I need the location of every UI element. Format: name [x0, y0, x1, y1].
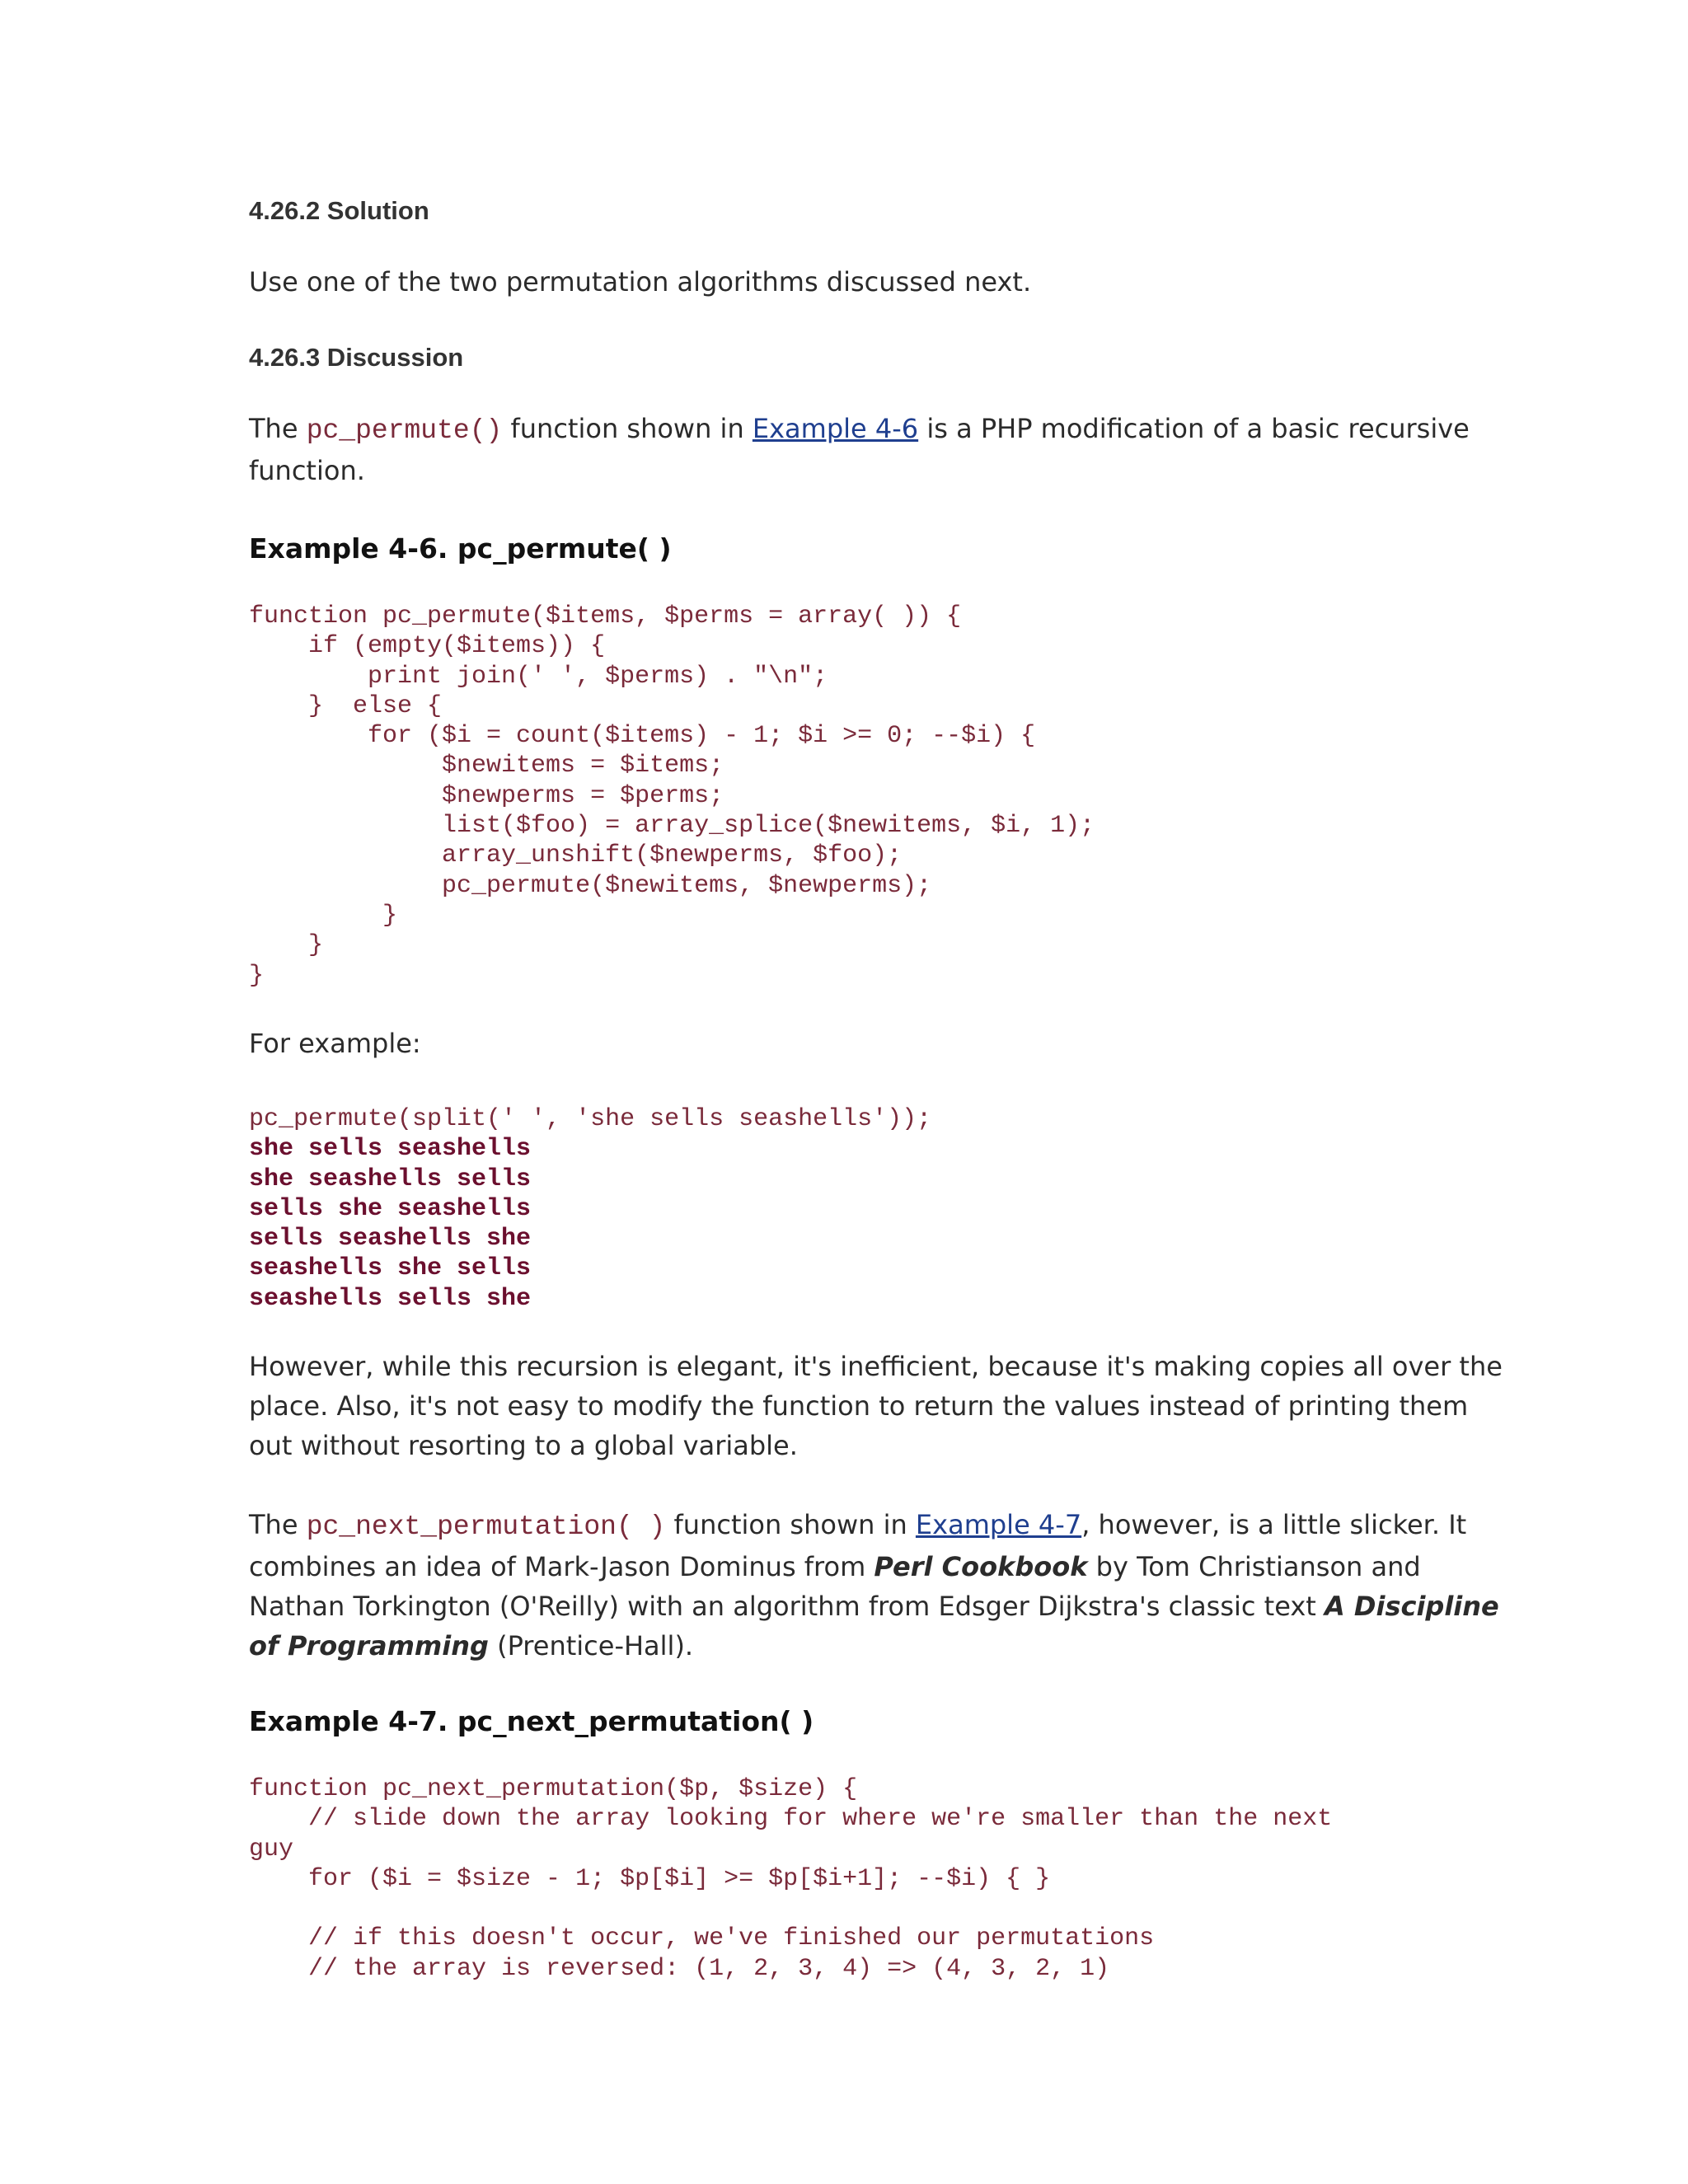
- text-fragment: combines an idea of Mark-Jason Dominus from: [249, 1551, 874, 1582]
- text-fragment: by Tom Christianson and: [1087, 1551, 1421, 1582]
- example-4-6-title: Example 4-6. pc_permute( ): [249, 532, 672, 565]
- text-fragment: function shown in: [665, 1509, 916, 1540]
- code-line: guy: [249, 1835, 294, 1863]
- output-line: seashells sells she: [249, 1284, 532, 1313]
- code-line: // the array is reversed: (1, 2, 3, 4) => (4, 3, 2, 1): [249, 1954, 1110, 1983]
- output-line: she sells seashells: [249, 1135, 532, 1164]
- code-line: function pc_next_permutation($p, $size) {: [249, 1775, 858, 1803]
- code-line: function pc_permute($items, $perms = array( )) {: [249, 602, 962, 630]
- example-4-7-code: [249, 1774, 1332, 1984]
- example-4-7-link[interactable]: Example 4-7: [915, 1509, 1082, 1540]
- output-line: she seashells sells: [249, 1165, 532, 1193]
- text-fragment: The: [249, 413, 307, 444]
- code-line: pc_permute($newitems, $newperms);: [249, 871, 932, 900]
- code-line: }: [249, 901, 398, 930]
- solution-text: [249, 262, 1452, 302]
- text-fragment: function shown in: [502, 413, 753, 444]
- code-line: }: [249, 931, 324, 960]
- however-paragraph: [249, 1347, 1503, 1465]
- code-line: list($foo) = array_splice($newitems, $i, 1);: [249, 812, 1095, 841]
- code-line: [249, 1894, 1332, 1924]
- code-line: $newperms = $perms;: [249, 781, 724, 810]
- code-line: }: [249, 961, 265, 990]
- code-line: $newitems = $items;: [249, 752, 724, 780]
- next-perm-line-2: [249, 1547, 1452, 1586]
- output-line: seashells she sells: [249, 1254, 532, 1283]
- code-line: for ($i = $size - 1; $p[$i] >= $p[$i+1]; --$i) { }: [249, 1864, 1051, 1893]
- text-fragment: is a PHP modification of a basic recursive: [918, 413, 1470, 444]
- for-example-text: [249, 1024, 1452, 1063]
- next-perm-line-3: [249, 1586, 1499, 1626]
- output-line: sells seashells she: [249, 1225, 532, 1254]
- text-fragment: Nathan Torkington (O'Reilly) with an algorithm from Edsger Dijkstra's classic text: [249, 1591, 1325, 1622]
- discussion-line-2: function.: [249, 455, 365, 486]
- code-line: // slide down the array looking for where we're smaller than the next: [249, 1805, 1333, 1834]
- discussion-paragraph: [249, 409, 1470, 490]
- code-line: // if this doesn't occur, we've finished our permutations: [249, 1924, 1155, 1953]
- code-line: } else {: [249, 691, 443, 720]
- discussion-line-1: [249, 409, 1470, 451]
- book-title: Perl Cookbook: [874, 1551, 1088, 1582]
- output-line: sells she seashells: [249, 1194, 532, 1223]
- next-perm-line-4: [249, 1626, 1452, 1666]
- next-permutation-paragraph: [249, 1505, 1499, 1666]
- example-4-6-link[interactable]: Example 4-6: [752, 413, 919, 444]
- code-line: array_unshift($newperms, $foo);: [249, 841, 903, 870]
- inline-code: pc_permute(): [306, 415, 503, 446]
- code-line: pc_permute(split(' ', 'she sells seashells'));: [249, 1105, 932, 1133]
- example-4-6-code: [249, 602, 1095, 991]
- code-line: if (empty($items)) {: [249, 632, 606, 661]
- however-line-3: out without resorting to a global variable.: [249, 1430, 798, 1461]
- book-title: A Discipline: [1325, 1591, 1499, 1622]
- example-usage-code: [249, 1104, 931, 1314]
- solution-text-line: Use one of the two permutation algorithms discussed next.: [249, 266, 1032, 298]
- text-fragment: The: [249, 1509, 307, 1540]
- book-title: of Programming: [249, 1630, 489, 1661]
- solution-heading: 4.26.2 Solution: [249, 196, 429, 225]
- however-line-1: However, while this recursion is elegant, it's inefficient, because it's making copies all over the: [249, 1351, 1503, 1382]
- discussion-heading: 4.26.3 Discussion: [249, 343, 464, 372]
- next-perm-line-1: [249, 1505, 1467, 1547]
- text-fragment: (Prentice-Hall).: [488, 1630, 694, 1661]
- however-line-2: place. Also, it's not easy to modify the function to return the values instead of printing them: [249, 1390, 1469, 1422]
- code-line: print join(' ', $perms) . "\n";: [249, 662, 828, 691]
- for-example-line: For example:: [249, 1028, 421, 1059]
- inline-code: pc_next_permutation( ): [306, 1511, 666, 1542]
- example-4-7-title: Example 4-7. pc_next_permutation( ): [249, 1705, 814, 1737]
- text-fragment: , however, is a little slicker. It: [1081, 1509, 1467, 1540]
- code-line: for ($i = count($items) - 1; $i >= 0; --$i) {: [249, 722, 1036, 751]
